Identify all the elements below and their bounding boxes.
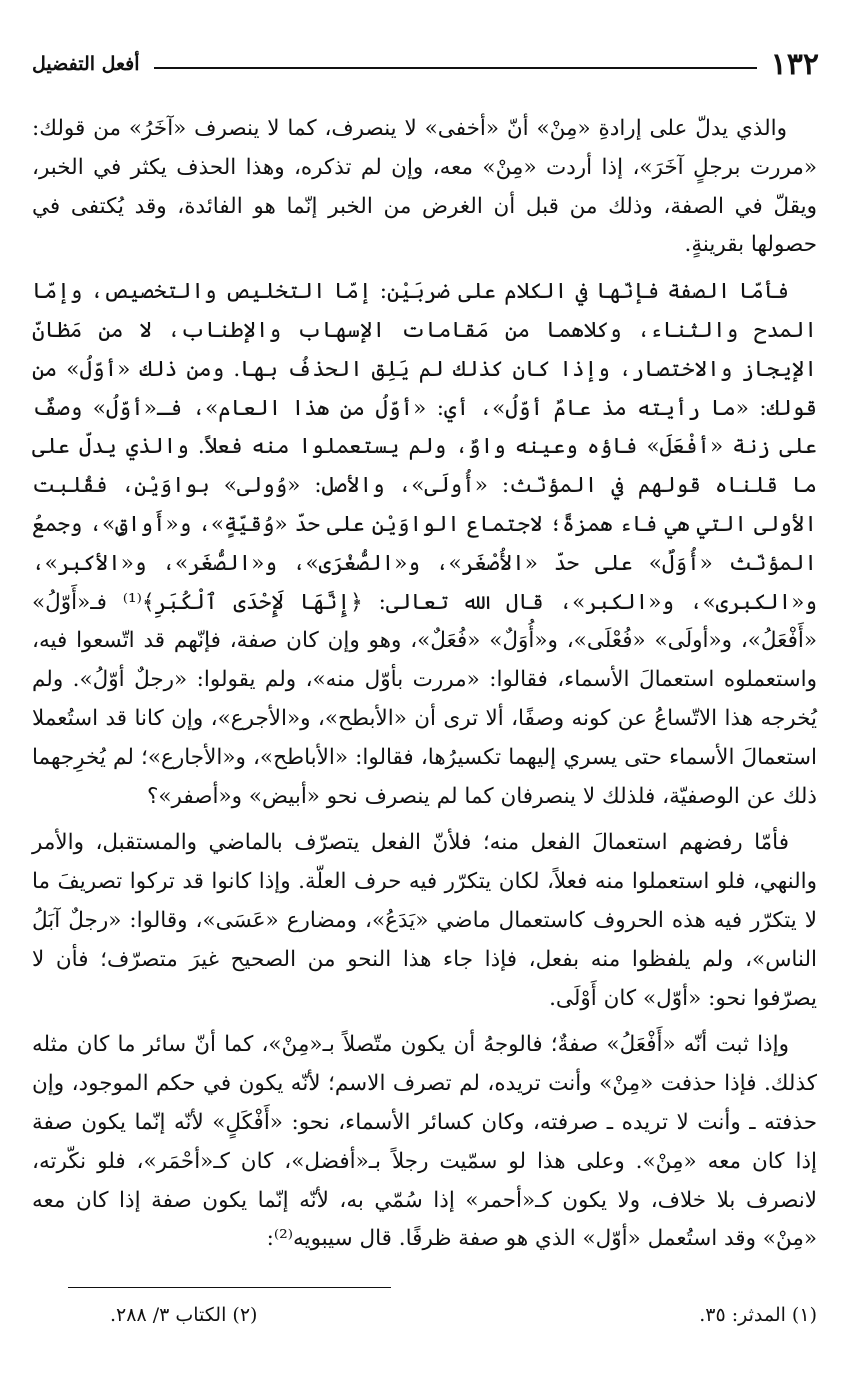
header-rule <box>154 67 757 69</box>
page-header <box>32 44 819 84</box>
footnote-rule <box>68 1287 391 1288</box>
running-title: أفعل التفضيل <box>32 53 140 75</box>
footnote-1: (١) المدثر: ٣٥. <box>699 1304 817 1326</box>
footnotes <box>110 1302 817 1328</box>
paragraph: والذي يدلّ على إرادةِ «مِنْ» أنّ «أخفى» لا ينصرف، كما لا ينصرف «آخَرُ» من قولك: «مررت برجلٍ آخَرَ»، إذا أردت «مِنْ» معه، وإن لم تذكره، وهذا الحذف يكثر في الخبر، ويقلّ في الصفة، وذلك من قبل أن الغرض من الخبر إنّما هو الفائدة، وقد يُكتفى في حصولها بقرينةٍ. <box>32 116 817 258</box>
paragraph: فأمّا رفضهم استعمالَ الفعل منه؛ فلأنّ الفعل يتصرّف بالماضي والمستقبل، والأمر والنهي، فلو استعملوا منه فعلاً، لكان يتكرّر فيه حرف العلّة. وإذا كانوا قد تركوا تصريفَ ما لا يتكرّر فيه هذه الحروف كاستعمال ماضي «يَدَعُ»، ومضارع «عَسَى»، وقالوا: «رجلٌ آبَلُ الناس»، ولم يلفظوا منه بفعل، فإذا جاء هذا النحو من الصحيح غيرَ متصرّف؛ فأن لا يصرّفوا نحو: «أوّل» كان أَوْلَى. <box>32 830 817 1011</box>
page-number: ١٣٢ <box>770 46 819 82</box>
footnote-2: (٢) الكتاب ٣/ ٢٨٨. <box>110 1304 258 1326</box>
body-text <box>32 110 817 1267</box>
paragraph: وإذا ثبت أنّه «أَفْعَلُ» صفةٌ؛ فالوجهُ أن يكون متّصلاً بـ«مِنْ»، كما أنّ سائر ما كان مثله كذلك. فإذا حذفت «مِنْ» وأنت تريده، لم تصرف الاسم؛ لأنّه يكون في حكم الموجود، وإن حذفته ـ وأنت لا تريده ـ صرفته، وكان كسائر الأسماء، نحو: «أَفْكَلٍ» لأنّه إنّما يكون صفة إذا كان معه «مِنْ». وعلى هذا لو سمّيت رجلاً بـ«أفضل»، كان كـ«أحْمَر»، فلو نكّرته، لانصرف بلا خلاف، ولا يكون كـ«أحمر» إذا سُمّي به، لأنّه إنّما يكون صفة إذا كان معه «مِنْ» وقد استُعمل «أوّل» الذي هو صفة ظرفًا. قال سيبويه⁽²⁾: <box>32 1032 817 1252</box>
paragraph: فأمّا الصفة فإنّها في الكلام على ضربَيْن: إمّا التخليص والتخصيص، وإمّا المدح والثناء، وكلاهما من مَقامات الإسهاب والإطناب، لا من مَظانّ الإيجاز والاختصار، وإذا كان كذلك لم يَلِق الحذفُ بها. ومن ذلك «أوّلُ» من قولك: «ما رأيته مذ عامٌ أوّلُ»، أي: «أوّلُ من هذا العام»، فـ«أوّلُ» وصفٌ على زنة «أفْعَلَ» فاؤه وعينه واوٌ، ولم يستعملوا منه فعلاً. والذي يدلّ على ما قلناه قولهم في المؤنّث: «أُولَى»، والأصل: «وُولى» بواوَيْن، فقُلبت الأولى التي هي فاء همزةً؛ لاجتماع الواوَيْن على حدّ «وُقيّةٍ»، و«أَواقٍ»، وجمعُ المؤنّث «أُوَلٌ» على حدّ «الأُصْغَر»، و«الصُّغْرَى»، و«الصُّغَر»، و«الأكبر»، و«الكبرى»، و«الكبر»، قال الله تعالى: ﴿إِنَّهَا لَإِحْدَى ٱلْكُبَرِ﴾⁽¹⁾ فـ«أَوّلُ» «أَفْعَلُ»، و«أولَى» «فُعْلَى»، و«أُوَلٌ» «فُعَلٌ»، وهو وإن كان صفة، فإنّهم قد اتّسعوا فيه، واستعملوه استعمالَ الأسماء، فقالوا: «مررت بأوّل منه»، ولم يقولوا: «رجلٌ أوّلُ». ولم يُخرجه هذا الاتّساعُ عن كونه وصفًا، ألا ترى أن «الأبطح»، و«الأجرع»، وإن كانا قد استُعملا استعمالَ الأسماء حتى يسري إليهما تكسيرُها، فقالوا: «الأباطح»، و«الأجارع»؛ لم يُخرِجهما ذلك عن الوصفيّة، فلذلك لا ينصرفان كما لم ينصرف نحو «أبيض» و«أصفر»؟ <box>32 279 817 809</box>
